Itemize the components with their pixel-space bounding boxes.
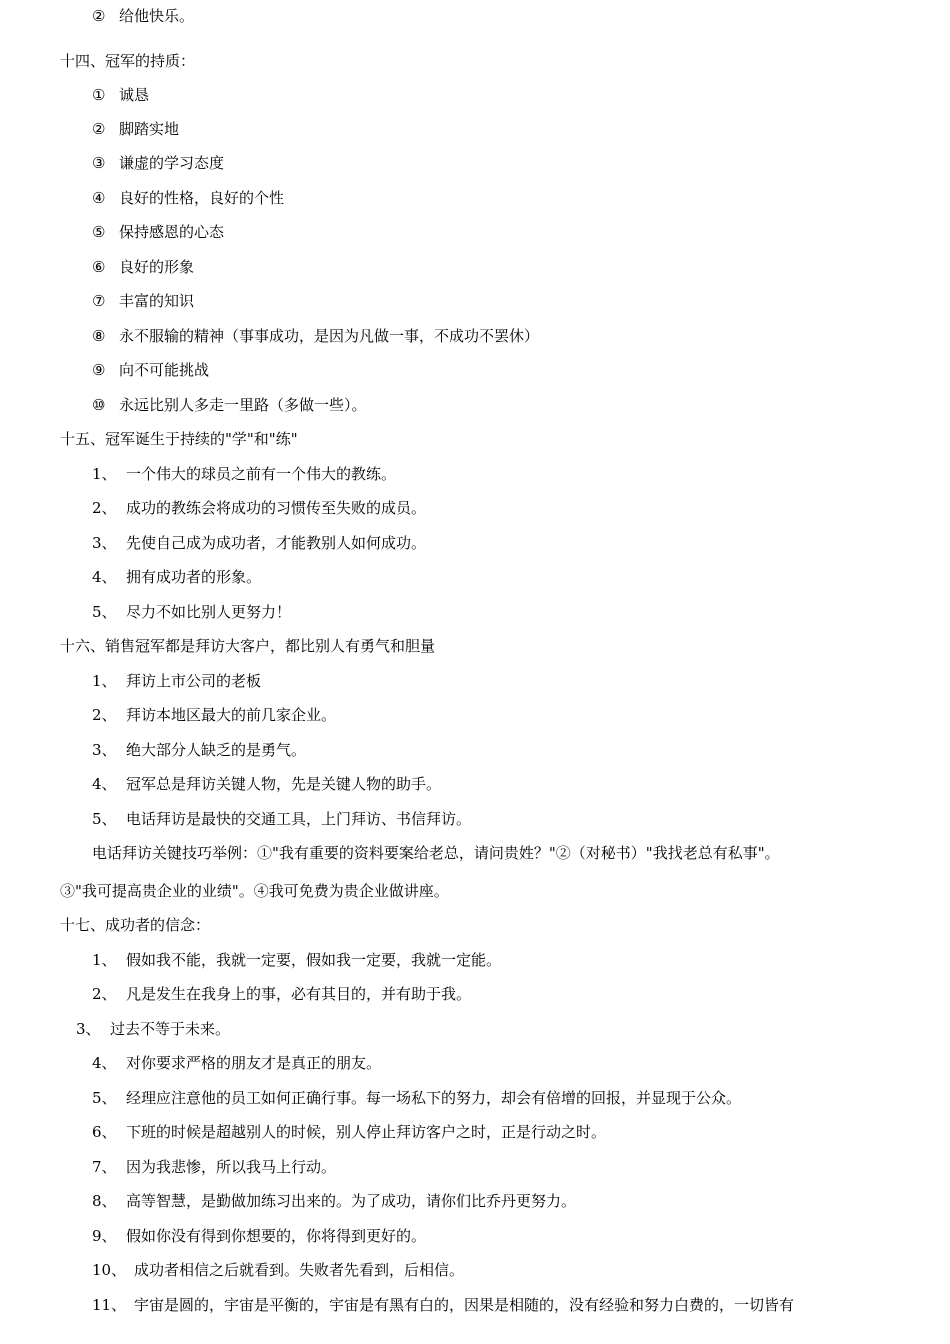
list-item xyxy=(92,809,471,829)
list-item xyxy=(92,950,501,970)
section-heading: 十四、冠军的持质： xyxy=(60,52,196,70)
list-item xyxy=(92,1191,576,1211)
item-number: ③ xyxy=(92,154,106,172)
list-item xyxy=(92,257,194,277)
item-text: 假如你没有得到你想要的，你将得到更好的。 xyxy=(126,1227,427,1245)
item-text: 诚恳 xyxy=(119,86,150,104)
paragraph-line: ③"我可提高贵企业的业绩"。④我可免费为贵企业做讲座。 xyxy=(60,882,449,900)
item-number: ⑨ xyxy=(92,361,106,379)
item-number: 5、 xyxy=(92,1089,117,1107)
item-number: 5、 xyxy=(92,603,117,621)
list-item xyxy=(92,119,179,139)
item-number: 1、 xyxy=(92,951,117,969)
item-text: 脚踏实地 xyxy=(119,120,180,138)
item-text: 尽力不如比别人更努力！ xyxy=(126,603,292,621)
item-text: 假如我不能，我就一定要，假如我一定要，我就一定能。 xyxy=(126,951,502,969)
item-text: 成功者相信之后就看到。失败者先看到，后相信。 xyxy=(134,1261,465,1279)
item-text: 保持感恩的心态 xyxy=(119,223,225,241)
list-item xyxy=(92,395,367,415)
item-text: 对你要求严格的朋友才是真正的朋友。 xyxy=(126,1054,382,1072)
item-number: 9、 xyxy=(92,1227,117,1245)
list-item xyxy=(92,360,209,380)
item-number: 4、 xyxy=(92,775,117,793)
list-item xyxy=(92,222,224,242)
item-text: 绝大部分人缺乏的是勇气。 xyxy=(126,741,307,759)
list-item xyxy=(92,6,194,26)
item-text: 下班的时候是超越别人的时候，别人停止拜访客户之时，正是行动之时。 xyxy=(126,1123,607,1141)
item-number: 2、 xyxy=(92,499,117,517)
item-number: ⑧ xyxy=(92,327,106,345)
item-number: 3、 xyxy=(92,741,117,759)
item-number: 6、 xyxy=(92,1123,117,1141)
item-text: 永不服输的精神（事事成功，是因为凡做一事，不成功不罢休） xyxy=(119,327,540,345)
item-text: 凡是发生在我身上的事，必有其目的，并有助于我。 xyxy=(126,985,472,1003)
list-item xyxy=(92,188,284,208)
list-item xyxy=(92,740,306,760)
item-text: 给他快乐。 xyxy=(119,7,195,25)
item-text: 因为我悲惨，所以我马上行动。 xyxy=(126,1158,337,1176)
list-item xyxy=(92,1157,336,1177)
item-text: 丰富的知识 xyxy=(119,292,195,310)
item-number: ⑦ xyxy=(92,292,106,310)
item-number: 10、 xyxy=(92,1261,127,1279)
section-heading: 十五、冠军诞生于持续的"学"和"练" xyxy=(60,430,298,448)
item-number: ⑥ xyxy=(92,258,106,276)
list-item xyxy=(92,326,539,346)
list-item xyxy=(92,1088,741,1108)
item-text: 高等智慧，是勤做加练习出来的。为了成功，请你们比乔丹更努力。 xyxy=(126,1192,577,1210)
section-heading: 十七、成功者的信念： xyxy=(60,916,211,934)
item-text: 永远比别人多走一里路（多做一些）。 xyxy=(119,396,367,414)
item-number: ⑩ xyxy=(92,396,106,414)
list-item xyxy=(92,567,261,587)
item-text: 冠军总是拜访关键人物，先是关键人物的助手。 xyxy=(126,775,442,793)
item-number: 8、 xyxy=(92,1192,117,1210)
item-number: ④ xyxy=(92,189,106,207)
paragraph-line: 电话拜访关键技巧举例：①"我有重要的资料要案给老总，请问贵姓？"②（对秘书）"我找老总有私事"。 xyxy=(92,844,780,862)
item-text: 电话拜访是最快的交通工具，上门拜访、书信拜访。 xyxy=(126,810,472,828)
item-number: 1、 xyxy=(92,672,117,690)
item-number: 7、 xyxy=(92,1158,117,1176)
section-heading: 十六、销售冠军都是拜访大客户，都比别人有勇气和胆量 xyxy=(60,637,436,655)
list-item xyxy=(92,153,224,173)
item-text: 宇宙是圆的，宇宙是平衡的，宇宙是有黑有白的，因果是相随的，没有经验和努力白费的，一切皆有 xyxy=(134,1296,795,1314)
item-number: 3、 xyxy=(76,1020,101,1038)
list-item xyxy=(92,85,149,105)
item-number: 4、 xyxy=(92,1054,117,1072)
item-text: 谦虚的学习态度 xyxy=(119,154,225,172)
item-text: 拜访上市公司的老板 xyxy=(126,672,262,690)
item-text: 向不可能挑战 xyxy=(119,361,210,379)
list-item xyxy=(92,774,441,794)
list-item xyxy=(92,705,336,725)
item-text: 拜访本地区最大的前几家企业。 xyxy=(126,706,337,724)
item-text: 过去不等于未来。 xyxy=(110,1020,231,1038)
list-item xyxy=(92,464,396,484)
list-item xyxy=(92,291,194,311)
item-number: ⑤ xyxy=(92,223,106,241)
list-item xyxy=(92,1122,606,1142)
item-text: 先使自己成为成功者，才能教别人如何成功。 xyxy=(126,534,427,552)
item-text: 成功的教练会将成功的习惯传至失败的成员。 xyxy=(126,499,427,517)
item-number: ② xyxy=(92,120,106,138)
item-number: ② xyxy=(92,7,106,25)
list-item xyxy=(76,1019,230,1039)
item-text: 经理应注意他的员工如何正确行事。每一场私下的努力，却会有倍增的回报，并显现于公众。 xyxy=(126,1089,742,1107)
item-number: 2、 xyxy=(92,985,117,1003)
list-item xyxy=(92,671,261,691)
list-item xyxy=(92,1260,464,1280)
item-number: 4、 xyxy=(92,568,117,586)
item-number: 3、 xyxy=(92,534,117,552)
item-text: 拥有成功者的形象。 xyxy=(126,568,262,586)
item-number: 2、 xyxy=(92,706,117,724)
list-item xyxy=(92,984,471,1004)
item-text: 良好的性格，良好的个性 xyxy=(119,189,285,207)
list-item xyxy=(92,1226,426,1246)
item-number: 1、 xyxy=(92,465,117,483)
item-text: 一个伟大的球员之前有一个伟大的教练。 xyxy=(126,465,397,483)
list-item xyxy=(92,498,426,518)
item-number: 5、 xyxy=(92,810,117,828)
list-item xyxy=(92,1053,381,1073)
list-item xyxy=(92,533,426,553)
item-number: 11、 xyxy=(92,1296,127,1314)
item-number: ① xyxy=(92,86,106,104)
item-text: 良好的形象 xyxy=(119,258,195,276)
list-item xyxy=(92,602,291,622)
list-item xyxy=(92,1295,794,1315)
